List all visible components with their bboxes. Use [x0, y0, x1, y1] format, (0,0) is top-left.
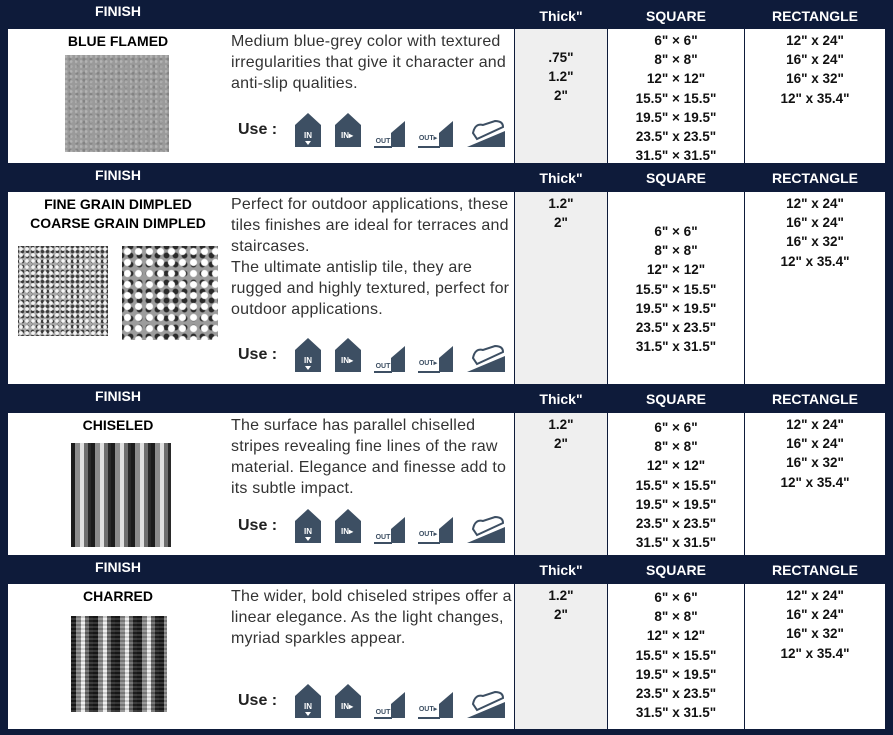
- indoor-wall-icon: [333, 682, 363, 720]
- square-size: 8" × 8": [654, 243, 698, 259]
- square-size: 31.5" × 31.5": [635, 148, 717, 163]
- section-charred: [0, 556, 893, 729]
- square-size: 19.5" × 19.5": [635, 109, 717, 125]
- description-cell: [228, 584, 514, 729]
- square-size: 6" × 6": [654, 33, 698, 48]
- finish-description-secondary: The ultimate antislip tile, they are rugged and highly textured, perfect for outdoor applications.: [231, 259, 510, 318]
- rectangle-header: RECTANGLE: [745, 164, 885, 191]
- square-header: SQUARE: [608, 556, 744, 583]
- svg-text:OUT: OUT: [375, 534, 391, 541]
- rectangle-size: 16" x 24": [786, 52, 844, 68]
- outdoor-floor-icon: [373, 509, 407, 545]
- square-cell: [608, 584, 744, 729]
- finish-description: Perfect for outdoor applications, these tiles finishes are ideal for terraces and staircases.: [231, 196, 509, 255]
- rectangle-cell: [745, 413, 885, 555]
- svg-text:OUT: OUT: [375, 709, 391, 716]
- square-header: SQUARE: [608, 164, 744, 191]
- finish-cell: [8, 29, 228, 163]
- outdoor-wall-icon: [417, 113, 455, 149]
- square-size: 15.5" × 15.5": [635, 647, 717, 663]
- fine-grain-swatch: [18, 246, 108, 336]
- use-label: Use :: [238, 517, 278, 534]
- square-cell: [608, 413, 744, 555]
- finish-header: FINISH: [8, 0, 228, 27]
- rectangle-size: 12" x 35.4": [780, 253, 850, 269]
- thick-value: 2": [554, 215, 568, 231]
- square-size: 15.5" × 15.5": [635, 281, 717, 297]
- header-blank: [228, 164, 514, 191]
- use-row: [238, 111, 507, 149]
- square-size: 23.5" x 23.5": [635, 129, 717, 145]
- thick-header: Thick": [515, 556, 607, 583]
- thick-header: Thick": [515, 2, 607, 29]
- finish-header: FINISH: [8, 164, 228, 191]
- shoe-slip-icon: [465, 688, 507, 720]
- indoor-floor-icon: [293, 682, 323, 720]
- finish-name: COARSE GRAIN DIMPLED: [30, 215, 206, 231]
- square-size: 8" × 8": [654, 439, 698, 455]
- rectangle-size: 12" x 24": [786, 196, 844, 211]
- rectangle-size: 12" x 24": [786, 417, 844, 432]
- header-blank: [228, 556, 514, 583]
- finish-name: BLUE FLAMED: [67, 33, 169, 49]
- square-size: 15.5" × 15.5": [635, 90, 717, 106]
- rectangle-size: 12" x 35.4": [780, 645, 850, 661]
- indoor-floor-icon: [293, 336, 323, 374]
- finish-header: FINISH: [8, 556, 228, 583]
- use-label: Use :: [238, 692, 278, 709]
- outdoor-wall-icon: [417, 684, 455, 720]
- shoe-slip-icon: [465, 513, 507, 545]
- svg-text:IN: IN: [304, 702, 313, 711]
- indoor-wall-icon: [333, 111, 363, 149]
- indoor-wall-icon: [333, 507, 363, 545]
- square-size: 31.5" x 31.5": [635, 535, 717, 551]
- outdoor-wall-icon: [417, 338, 455, 374]
- outdoor-wall-icon: [417, 509, 455, 545]
- charred-swatch: [71, 616, 167, 712]
- square-size: 19.5" × 19.5": [635, 496, 717, 512]
- finish-name: CHARRED: [83, 588, 153, 604]
- use-label: Use :: [238, 346, 278, 363]
- rectangle-size: 12" x 24": [786, 588, 844, 603]
- description-cell: [228, 192, 514, 384]
- square-size: 12" × 12": [646, 262, 706, 278]
- finish-cell: [8, 192, 228, 384]
- svg-text:IN▸: IN▸: [341, 356, 354, 365]
- description-cell: [228, 413, 514, 555]
- square-size: 12" × 12": [646, 458, 706, 474]
- svg-text:OUT: OUT: [375, 138, 391, 145]
- svg-text:IN: IN: [304, 131, 313, 140]
- finish-description: The wider, bold chiseled stripes offer a linear elegance. As the light changes, myriad sparkles appear.: [231, 588, 512, 647]
- section-blue-flamed: [0, 0, 893, 163]
- rectangle-size: 16" x 24": [786, 436, 844, 452]
- square-size: 23.5" x 23.5": [635, 686, 717, 702]
- square-cell: [608, 192, 744, 384]
- outdoor-floor-icon: [373, 338, 407, 374]
- use-row: [238, 336, 507, 374]
- svg-text:OUT▸: OUT▸: [418, 360, 438, 367]
- rectangle-header: RECTANGLE: [745, 2, 885, 29]
- finish-name: CHISELED: [82, 417, 154, 433]
- header-blank: [228, 385, 514, 412]
- svg-text:IN▸: IN▸: [341, 131, 354, 140]
- rectangle-cell: [745, 584, 885, 729]
- svg-text:OUT: OUT: [375, 363, 391, 370]
- svg-text:IN: IN: [304, 356, 313, 365]
- header-blank: [228, 0, 514, 27]
- section-chiseled: [0, 385, 893, 555]
- thick-value: 1.2": [548, 196, 574, 211]
- svg-text:IN: IN: [304, 527, 313, 536]
- indoor-wall-icon: [333, 336, 363, 374]
- rectangle-size: 16" x 32": [786, 455, 844, 471]
- rectangle-cell: [745, 29, 885, 163]
- indoor-floor-icon: [293, 507, 323, 545]
- rectangle-cell: [745, 192, 885, 384]
- square-cell: [608, 29, 744, 163]
- rectangle-size: 12" x 35.4": [780, 474, 850, 490]
- finish-description: The surface has parallel chiselled stripes revealing fine lines of the raw material. Elegance and finesse add to its subtle impact.: [231, 417, 507, 497]
- svg-text:OUT▸: OUT▸: [418, 706, 438, 713]
- square-size: 19.5" × 19.5": [635, 666, 717, 682]
- finish-name: FINE GRAIN DIMPLED: [44, 196, 192, 212]
- rectangle-size: 16" x 32": [786, 71, 844, 87]
- rectangle-size: 16" x 24": [786, 215, 844, 231]
- square-size: 31.5" x 31.5": [635, 705, 717, 721]
- shoe-slip-icon: [465, 342, 507, 374]
- square-size: 19.5" × 19.5": [635, 300, 717, 316]
- description-cell: [228, 29, 514, 163]
- svg-text:OUT▸: OUT▸: [418, 135, 438, 142]
- finish-header: FINISH: [8, 385, 228, 412]
- thick-value: .75": [548, 50, 574, 65]
- square-size: 23.5" x 23.5": [635, 516, 717, 532]
- thick-cell: [515, 584, 607, 729]
- thick-cell: [515, 29, 607, 163]
- indoor-floor-icon: [293, 111, 323, 149]
- shoe-slip-icon: [465, 117, 507, 149]
- thick-value: 1.2": [548, 69, 574, 85]
- use-row: [238, 682, 507, 720]
- use-label: Use :: [238, 121, 278, 138]
- square-size: 12" × 12": [646, 71, 706, 87]
- square-size: 15.5" × 15.5": [635, 477, 717, 493]
- outdoor-floor-icon: [373, 684, 407, 720]
- finish-cell: [8, 584, 228, 729]
- rectangle-size: 16" x 32": [786, 626, 844, 642]
- finish-description: Medium blue-grey color with textured irregularities that give it character and anti-slip qualities.: [231, 33, 506, 92]
- square-size: 6" × 6": [654, 224, 698, 239]
- blue-flamed-swatch: [65, 55, 169, 152]
- square-size: 23.5" x 23.5": [635, 320, 717, 336]
- square-header: SQUARE: [608, 2, 744, 29]
- svg-text:OUT▸: OUT▸: [418, 531, 438, 538]
- thick-value: 1.2": [548, 588, 574, 603]
- outdoor-floor-icon: [373, 113, 407, 149]
- thick-cell: [515, 413, 607, 555]
- svg-text:IN▸: IN▸: [341, 702, 354, 711]
- thick-header: Thick": [515, 385, 607, 412]
- square-header: SQUARE: [608, 385, 744, 412]
- square-size: 31.5" x 31.5": [635, 339, 717, 355]
- svg-text:IN▸: IN▸: [341, 527, 354, 536]
- rectangle-size: 12" x 24": [786, 33, 844, 48]
- use-row: [238, 507, 507, 545]
- rectangle-header: RECTANGLE: [745, 385, 885, 412]
- square-size: 8" × 8": [654, 52, 698, 68]
- rectangle-size: 16" x 32": [786, 234, 844, 250]
- thick-value: 2": [554, 88, 568, 104]
- thick-value: 2": [554, 607, 568, 623]
- square-size: 6" × 6": [654, 420, 698, 435]
- square-size: 6" × 6": [654, 590, 698, 605]
- thick-value: 1.2": [548, 417, 574, 432]
- rectangle-size: 12" x 35.4": [780, 90, 850, 106]
- coarse-grain-swatch: [122, 246, 218, 340]
- finish-cell: [8, 413, 228, 555]
- square-size: 12" × 12": [646, 628, 706, 644]
- thick-header: Thick": [515, 164, 607, 191]
- rectangle-size: 16" x 24": [786, 607, 844, 623]
- chiseled-swatch: [71, 443, 171, 547]
- square-size: 8" × 8": [654, 609, 698, 625]
- rectangle-header: RECTANGLE: [745, 556, 885, 583]
- section-dimpled: [0, 164, 893, 384]
- thick-cell: [515, 192, 607, 384]
- thick-value: 2": [554, 436, 568, 452]
